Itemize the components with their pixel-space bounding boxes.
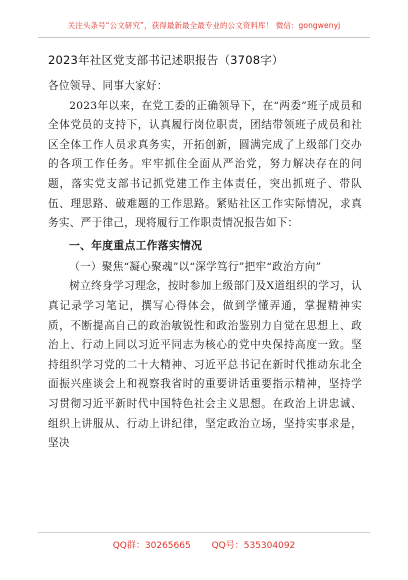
document-body bbox=[48, 52, 362, 454]
footer-qq-group: QQ群：30265665 bbox=[112, 541, 191, 551]
footer-divider bbox=[38, 532, 370, 533]
header-divider bbox=[38, 37, 370, 38]
subsection-heading: （一）聚焦“凝心聚魂”以“深学笃行”把牢“政治方向” bbox=[69, 260, 322, 273]
paragraph-study: 树立终身学习理念，按时参加上级部门及X道组织的学习，认真记录学习笔记，撰写心得体会，做到学懂弄通，掌握精神实质，不断提高自己的政治敏锐性和政治鉴别力自觉在思想上、政治上、行动上同以习近平同志为核心的党中央保持高度一致。坚持组织学习党的二十大精神、习近平总书记在新时代推动东北全面振兴座谈会上和视察我省时的重要讲话重要指示精神，坚持学习贯彻习近平新时代中国特色社会主义思想。在政治上讲忠诚、组织上讲服从、行动上讲纪律，坚定政治立场，坚持实事求是，坚决 bbox=[48, 280, 362, 450]
salutation: 各位领导、同事大家好： bbox=[48, 80, 168, 92]
footer-contacts bbox=[0, 538, 408, 551]
footer-qq-number: QQ号：535304092 bbox=[211, 541, 296, 551]
document-title: 2023年社区党支部书记述职报告（3708字） bbox=[48, 53, 284, 67]
section-heading: 一、年度重点工作落实情况 bbox=[69, 238, 203, 252]
paragraph-intro: 2023年以来，在党工委的正确领导下，在“两委”班子成员和全体党员的支持下，认真履行岗位职责，团结带领班子成员和社区全体工作人员求真务实，开拓创新，圆满完成了上级部门交办的各项工作任务。牢牢抓住全面从严治党，努力解决存在的问题，落实党支部书记抓党建工作主体责任，突出抓班子、带队伍、理思路、破难题的工作思路。紧贴社区工作实际情况，求真务实、严于律己，现将履行工作职责情况报告如下： bbox=[48, 99, 362, 230]
header-banner: 关注头条号“公文研究”，获得最新最全最专业的公文资料库！ 微信：gongwenyj bbox=[67, 21, 341, 30]
